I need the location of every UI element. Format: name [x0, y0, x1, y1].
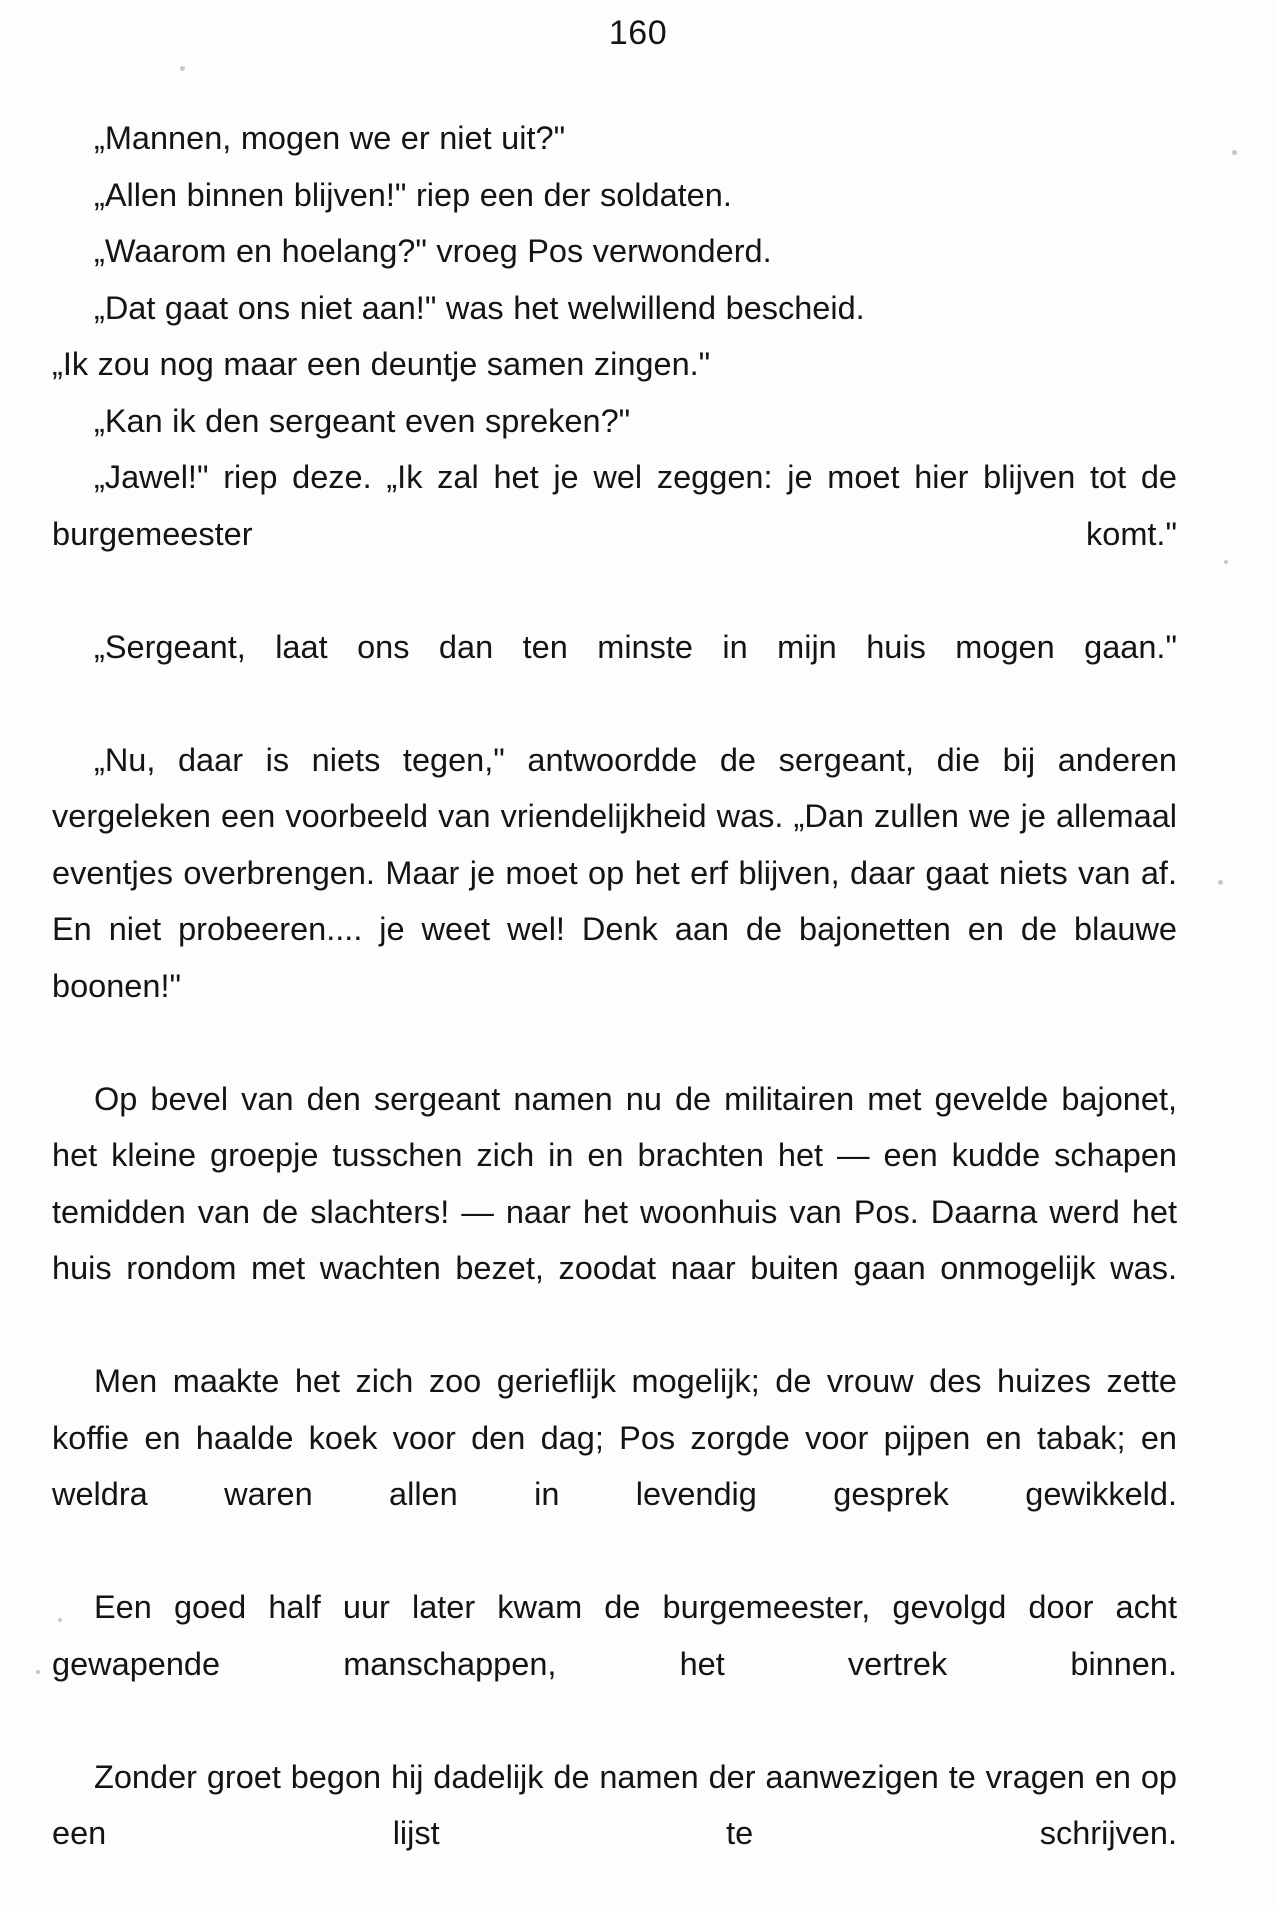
paragraph: „Allen binnen blijven!" riep een der soldaten.: [52, 167, 1177, 224]
paragraph: Een goed half uur later kwam de burgemeester, gevolgd door acht gewapende manschappen, het vertrek binnen.: [52, 1579, 1177, 1749]
paper-speckle: [180, 66, 185, 71]
paragraph: „Ik zou nog maar een deuntje samen zingen.": [52, 336, 1177, 393]
paragraph: „Sergeant, laat ons dan ten minste in mijn huis mogen gaan.": [52, 619, 1177, 732]
paper-speckle: [1224, 560, 1228, 564]
paper-speckle: [58, 1618, 62, 1622]
paragraph: Zonder groet begon hij dadelijk de namen der aanwezigen te vragen en op een lijst te schrijven.: [52, 1749, 1177, 1918]
paragraph: „Nu, daar is niets tegen," antwoordde de sergeant, die bij anderen vergeleken een voorbeeld van vriendelijkheid was. „Dan zullen we je allemaal eventjes overbrengen. Maar je moet op het erf blijven, daar gaat niets van af. En niet probeeren.... je weet wel! Denk aan de bajonetten en de blauwe boonen!": [52, 732, 1177, 1071]
paragraph: Men maakte het zich zoo gerieflijk mogelijk; de vrouw des huizes zette koffie en haalde koek voor den dag; Pos zorgde voor pijpen en tabak; en weldra waren allen in levendig gesprek gewikkeld.: [52, 1353, 1177, 1579]
paragraph: „Jawel!" riep deze. „Ik zal het je wel zeggen: je moet hier blijven tot de burgemeester komt.": [52, 449, 1177, 619]
paper-speckle: [1218, 880, 1223, 885]
paragraph: Op bevel van den sergeant namen nu de militairen met gevelde bajonet, het kleine groepje tusschen zich in en brachten het — een kudde schapen temidden van de slachters! — naar het woonhuis van Pos. Daarna werd het huis rondom met wachten bezet, zoodat naar buiten gaan onmogelijk was.: [52, 1071, 1177, 1354]
paper-speckle: [1232, 150, 1237, 155]
paragraph: „Mannen, mogen we er niet uit?": [52, 110, 1177, 167]
paragraph: „Kan ik den sergeant even spreken?": [52, 393, 1177, 450]
page-body: [52, 110, 1177, 1918]
paragraph: „Waarom en hoelang?" vroeg Pos verwonderd.: [52, 223, 1177, 280]
page-number: 160: [0, 14, 1276, 53]
paper-speckle: [36, 1670, 40, 1674]
paragraph: „Dat gaat ons niet aan!" was het welwillend bescheid.: [52, 280, 1177, 337]
